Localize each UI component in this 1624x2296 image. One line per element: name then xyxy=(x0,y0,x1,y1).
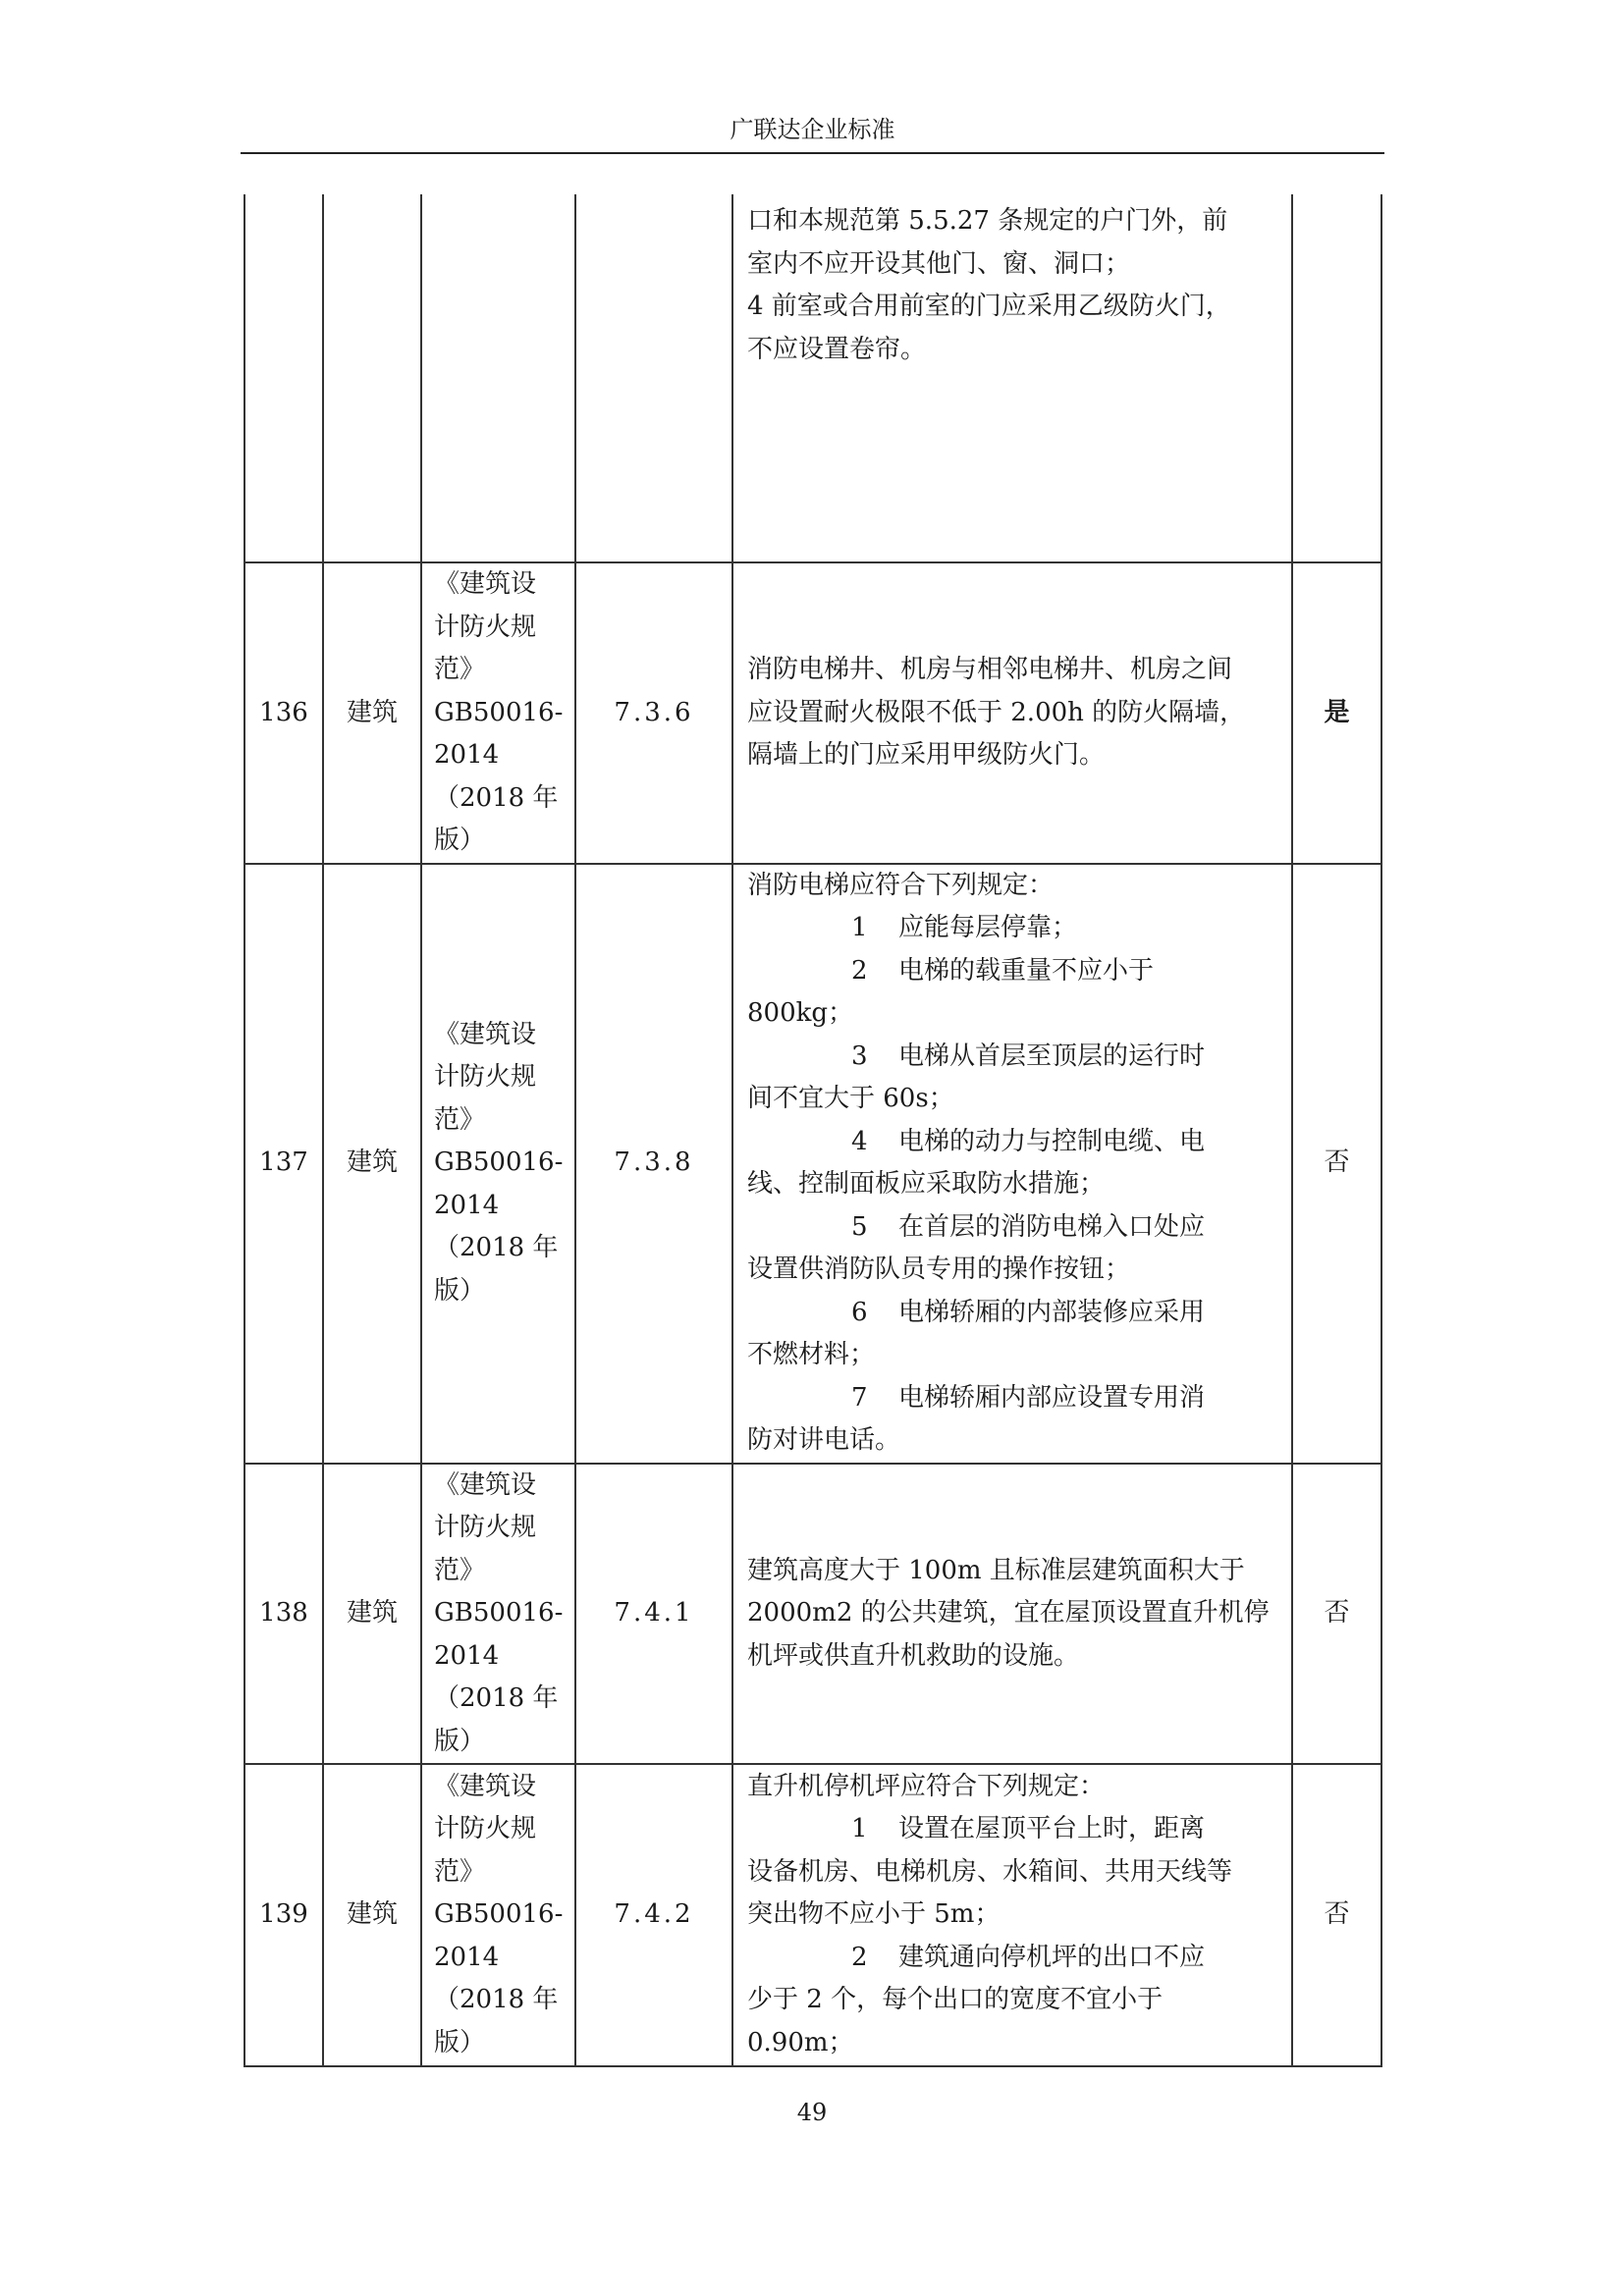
requirement-line: 机坪或供直升机救助的设施。 xyxy=(747,1640,1080,1671)
header-rule xyxy=(241,152,1384,154)
cell-standard xyxy=(421,194,575,562)
requirement-intro: 直升机停机坪应符合下列规定： xyxy=(747,1771,1106,1801)
requirement-item xyxy=(747,1206,1277,1250)
standard-line: 计防火规 xyxy=(434,1062,537,1093)
row-clause: 7.3.6 xyxy=(575,562,732,864)
row-standard xyxy=(421,562,575,864)
requirement-item xyxy=(747,1937,1277,1980)
standard-line: 版） xyxy=(434,2027,486,2057)
item-text: 在首层的消防电梯入口处应 xyxy=(898,1211,1206,1242)
table-row xyxy=(244,1764,1381,2066)
requirement-line: 应设置耐火极限不低于 2.00h 的防火隔墙， xyxy=(747,697,1246,727)
standards-table xyxy=(244,194,1382,2067)
row-clause: 7.3.8 xyxy=(575,864,732,1464)
standard-line: 计防火规 xyxy=(434,612,537,642)
standard-line: 《建筑设 xyxy=(434,1469,537,1500)
cell-clause xyxy=(575,194,732,562)
row-standard xyxy=(421,864,575,1464)
item-continuation: 800kg； xyxy=(747,998,854,1028)
item-text: 电梯轿厢的内部装修应采用 xyxy=(898,1297,1206,1327)
row-number: 137 xyxy=(244,864,323,1464)
item-number: 3 xyxy=(851,1041,868,1071)
standard-line: GB50016- xyxy=(434,1148,564,1178)
row-clause: 7.4.1 xyxy=(575,1464,732,1765)
standard-line: （2018 年 xyxy=(434,782,559,813)
row-category: 建筑 xyxy=(323,864,421,1464)
item-number: 1 xyxy=(851,1814,868,1844)
standard-line: 范》 xyxy=(434,1555,486,1585)
requirement-item xyxy=(747,1121,1277,1164)
standard-line: 2014 xyxy=(434,1942,500,1972)
standard-line: 计防火规 xyxy=(434,1814,537,1844)
standard-line: 2014 xyxy=(434,1640,500,1671)
standard-line: 范》 xyxy=(434,1104,486,1135)
item-text: 应能每层停靠； xyxy=(898,913,1078,942)
table-row xyxy=(244,1464,1381,1765)
row-requirement xyxy=(732,1464,1292,1765)
item-continuation: 不燃材料； xyxy=(747,1340,876,1369)
item-text: 电梯轿厢内部应设置专用消 xyxy=(898,1382,1206,1413)
item-number: 5 xyxy=(851,1211,868,1242)
standard-line: GB50016- xyxy=(434,697,564,727)
item-continuation: 突出物不应小于 5m； xyxy=(747,1899,1001,1930)
requirement-line: 消防电梯井、机房与相邻电梯井、机房之间 xyxy=(747,655,1233,684)
standard-line: （2018 年 xyxy=(434,1683,559,1713)
standard-line: 范》 xyxy=(434,1856,486,1887)
table-row-continuation xyxy=(244,194,1381,562)
requirement-line: 建筑高度大于 100m 且标准层建筑面积大于 xyxy=(747,1555,1245,1585)
standard-line: 2014 xyxy=(434,1190,500,1220)
row-standard xyxy=(421,1764,575,2066)
row-flag: 是 xyxy=(1292,562,1381,864)
standard-line: 计防火规 xyxy=(434,1513,537,1542)
standard-line: 范》 xyxy=(434,655,486,684)
standard-line: 《建筑设 xyxy=(434,1771,537,1801)
cell-category xyxy=(323,194,421,562)
standard-line: GB50016- xyxy=(434,1598,564,1628)
item-text: 电梯的动力与控制电缆、电 xyxy=(898,1126,1206,1156)
item-continuation: 设备机房、电梯机房、水箱间、共用天线等 xyxy=(747,1856,1233,1887)
row-flag: 否 xyxy=(1292,1464,1381,1765)
row-number: 139 xyxy=(244,1764,323,2066)
row-flag: 否 xyxy=(1292,1764,1381,2066)
standard-line: 《建筑设 xyxy=(434,569,537,599)
requirement-item xyxy=(747,907,1277,950)
requirement-item xyxy=(747,1808,1277,1851)
row-requirement xyxy=(732,562,1292,864)
item-continuation: 防对讲电话。 xyxy=(747,1425,901,1455)
requirement-line: 室内不应开设其他门、窗、洞口； xyxy=(747,248,1131,279)
requirement-line: 2000m2 的公共建筑，宜在屋顶设置直升机停 xyxy=(747,1598,1270,1628)
item-text: 设置在屋顶平台上时，距离 xyxy=(898,1814,1206,1844)
row-requirement xyxy=(732,1764,1292,2066)
item-number: 7 xyxy=(851,1382,868,1413)
standard-line: 2014 xyxy=(434,740,500,770)
row-category: 建筑 xyxy=(323,1764,421,2066)
requirement-line: 口和本规范第 5.5.27 条规定的户门外，前 xyxy=(747,206,1228,236)
item-continuation: 0.90m； xyxy=(747,2027,854,2057)
requirement-line: 隔墙上的门应采用甲级防火门。 xyxy=(747,740,1106,770)
row-standard xyxy=(421,1464,575,1765)
item-text: 建筑通向停机坪的出口不应 xyxy=(898,1942,1206,1972)
requirement-item xyxy=(747,1377,1277,1420)
row-requirement xyxy=(732,864,1292,1464)
standard-line: 版） xyxy=(434,826,486,855)
requirement-line: 4 前室或合用前室的门应采用乙级防火门， xyxy=(747,292,1231,321)
row-number: 138 xyxy=(244,1464,323,1765)
cell-flag xyxy=(1292,194,1381,562)
standard-line: 版） xyxy=(434,1275,486,1306)
requirement-item xyxy=(747,1292,1277,1335)
page-header-title: 广联达企业标准 xyxy=(730,116,895,143)
standard-line: GB50016- xyxy=(434,1899,564,1930)
item-text: 电梯从首层至顶层的运行时 xyxy=(898,1041,1206,1071)
item-continuation: 间不宜大于 60s； xyxy=(747,1084,954,1113)
requirement-item xyxy=(747,1036,1277,1079)
standard-line: 《建筑设 xyxy=(434,1019,537,1049)
standard-line: 版） xyxy=(434,1726,486,1756)
item-text: 电梯的载重量不应小于 xyxy=(898,955,1155,986)
row-category: 建筑 xyxy=(323,1464,421,1765)
item-number: 2 xyxy=(851,1942,868,1972)
item-continuation: 少于 2 个，每个出口的宽度不宜小于 xyxy=(747,1985,1164,2015)
requirement-line: 不应设置卷帘。 xyxy=(747,334,927,364)
item-number: 6 xyxy=(851,1297,868,1327)
table-row xyxy=(244,864,1381,1464)
table-row xyxy=(244,562,1381,864)
page-number: 49 xyxy=(796,2099,828,2126)
cell-no xyxy=(244,194,323,562)
row-clause: 7.4.2 xyxy=(575,1764,732,2066)
item-continuation: 设置供消防队员专用的操作按钮； xyxy=(747,1255,1131,1284)
item-number: 2 xyxy=(851,955,868,986)
cell-requirement xyxy=(732,194,1292,562)
item-number: 4 xyxy=(851,1126,868,1156)
row-number: 136 xyxy=(244,562,323,864)
standard-line: （2018 年 xyxy=(434,1233,559,1263)
item-continuation: 线、控制面板应采取防水措施； xyxy=(747,1169,1106,1199)
requirement-item xyxy=(747,950,1277,993)
standard-line: （2018 年 xyxy=(434,1985,559,2015)
item-number: 1 xyxy=(851,913,868,942)
row-category: 建筑 xyxy=(323,562,421,864)
requirement-intro: 消防电梯应符合下列规定： xyxy=(747,870,1055,900)
row-flag: 否 xyxy=(1292,864,1381,1464)
